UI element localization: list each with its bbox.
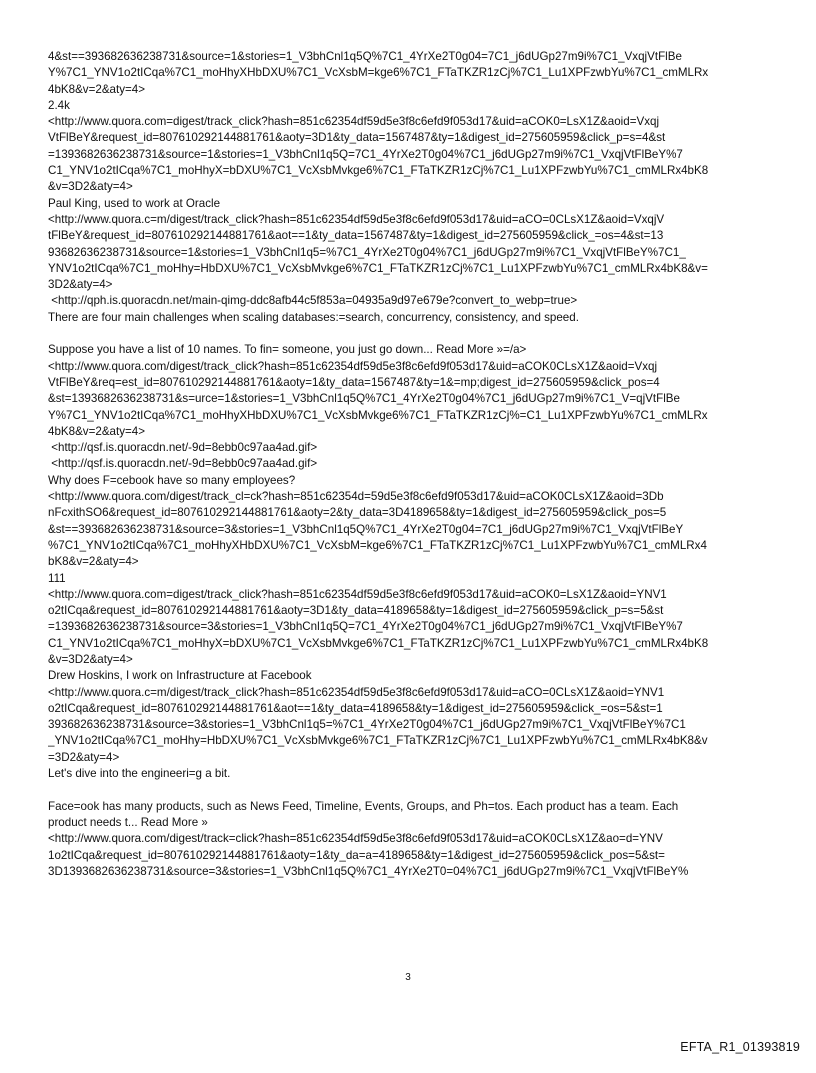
text-line: o2tICqa&request_id=807610292144881761&aot==1&ty_data=4189658&ty=1&digest_id=275605959&click_=os=5&st=1 (48, 701, 663, 715)
text-line: 3D2&aty=4> (48, 278, 113, 292)
text-line: <http://www.quora.com=digest/track_click?hash=851c62354df59d5e3f8c6efd9f053d17&uid=aCOK0=LsX1Z&aoid=Vxqj (48, 115, 660, 129)
text-line: Drew Hoskins, I work on Infrastructure at Facebook (48, 669, 312, 683)
text-line: 393682636238731&source=3&stories=1_V3bhCnl1q5=%7C1_4YrXe2T0g04%7C1_j6dUGp27m9i%7C1_VxqjVtFlBeY%7C1 (48, 718, 686, 732)
text-line: tFlBeY&request_id=807610292144881761&aot==1&ty_data=1567487&ty=1&digest_id=275605959&click_=os=4&st=13 (48, 229, 664, 243)
text-line: bK8&v=2&aty=4> (48, 555, 139, 569)
text-line: 4bK8&v=2&aty=4> (48, 82, 146, 96)
document-id-stamp: EFTA_R1_01393819 (680, 1040, 800, 1054)
text-line: 2.4k (48, 98, 70, 112)
text-line: VtFlBeY&req=est_id=807610292144881761&aoty=1&ty_data=1567487&ty=1&=mp;digest_id=275605959&click_pos=4 (48, 375, 660, 389)
text-line: 93682636238731&source=1&stories=1_V3bhCnl1q5=%7C1_4YrXe2T0g04%7C1_j6dUGp27m9i%7C1_VxqjVtFlBeY%7C1_ (48, 245, 686, 259)
text-line: <http://www.quora.com/digest/track=click?hash=851c62354df59d5e3f8c6efd9f053d17&uid=aCOK0CLsX1Z&ao=d=YNV (48, 832, 663, 846)
text-line: <http://qph.is.quoracdn.net/main-qimg-ddc8afb44c5f853a=04935a9d97e679e?convert_to_webp=true> (48, 294, 578, 308)
text-line: YNV1o2tICqa%7C1_moHhy=HbDXU%7C1_VcXsbMvkge6%7C1_FTaTKZR1zCj%7C1_Lu1XPFzwbYu%7C1_cmMLRx4bK8&v= (48, 261, 708, 275)
text-line: C1_YNV1o2tICqa%7C1_moHhyX=bDXU%7C1_VcXsbMvkge6%7C1_FTaTKZR1zCj%7C1_Lu1XPFzwbYu%7C1_cmMLRx4bK8 (48, 636, 709, 650)
text-line: <http://www.quora.com=digest/track_click?hash=851c62354df59d5e3f8c6efd9f053d17&uid=aCOK0=LsX1Z&aoid=YNV1 (48, 587, 667, 601)
text-line: &v=3D2&aty=4> (48, 652, 133, 666)
text-line: Paul King, used to work at Oracle (48, 196, 221, 210)
text-line: product needs t... Read More » (48, 815, 208, 829)
text-line: &v=3D2&aty=4> (48, 180, 133, 194)
document-body (48, 49, 778, 880)
text-line: =3D2&aty=4> (48, 750, 120, 764)
text-line: =1393682636238731&source=1&stories=1_V3bhCnl1q5Q=7C1_4YrXe2T0g04%7C1_j6dUGp27m9i%7C1_VxqjVtFlBeY%7 (48, 147, 683, 161)
text-line: 4&st==393682636238731&source=1&stories=1_V3bhCnl1q5Q%7C1_4YrXe2T0g04=7C1_j6dUGp27m9i%7C1_VxqjVtFlBe (48, 50, 682, 63)
text-line: %7C1_YNV1o2tICqa%7C1_moHhyXHbDXU%7C1_VcXsbM=kge6%7C1_FTaTKZR1zCj%7C1_Lu1XPFzwbYu%7C1_cmMLRx4 (48, 538, 707, 552)
text-line: 111 (48, 571, 66, 585)
text-line: _YNV1o2tICqa%7C1_moHhy=HbDXU%7C1_VcXsbMvkge6%7C1_FTaTKZR1zCj%7C1_Lu1XPFzwbYu%7C1_cmMLRx4bK8&v (48, 734, 708, 748)
text-line: <http://www.quora.com/digest/track_cl=ck?hash=851c62354d=59d5e3f8c6efd9f053d17&uid=aCOK0CLsX1Z&aoid=3Db (48, 490, 664, 504)
text-line: Y%7C1_YNV1o2tICqa%7C1_moHhyXHbDXU%7C1_VcXsbM=kge6%7C1_FTaTKZR1zCj%7C1_Lu1XPFzwbYu%7C1_cmMLRx (48, 66, 709, 80)
text-line: <http://qsf.is.quoracdn.net/-9d=8ebb0c97aa4ad.gif> (48, 457, 318, 471)
text-line: o2tICqa&request_id=807610292144881761&aoty=3D1&ty_data=4189658&ty=1&digest_id=275605959&click_p=s=5&st (48, 604, 664, 618)
text-line: 4bK8&v=2&aty=4> (48, 424, 146, 438)
text-line: C1_YNV1o2tICqa%7C1_moHhyX=bDXU%7C1_VcXsbMvkge6%7C1_FTaTKZR1zCj%7C1_Lu1XPFzwbYu%7C1_cmMLRx4bK8 (48, 164, 709, 178)
text-line: 1o2tICqa&request_id=807610292144881761&aoty=1&ty_da=a=4189658&ty=1&digest_id=275605959&click_pos=5&st= (48, 848, 665, 862)
text-line: Why does F=cebook have so many employees? (48, 473, 296, 487)
text-line: &st==393682636238731&source=3&stories=1_V3bhCnl1q5Q%7C1_4YrXe2T0g04=7C1_j6dUGp27m9i%7C1_VxqjVtFlBeY (48, 522, 684, 536)
text-line: Y%7C1_YNV1o2tICqa%7C1_moHhyXHbDXU%7C1_VcXsbMvkge6%7C1_FTaTKZR1zCj%=C1_Lu1XPFzwbYu%7C1_cmMLRx (48, 408, 708, 422)
text-line: nFcxithSO6&request_id=807610292144881761&aoty=2&ty_data=3D4189658&ty=1&digest_id=275605959&click_pos=5 (48, 506, 667, 520)
blank-line (48, 326, 778, 342)
text-line: <http://qsf.is.quoracdn.net/-9d=8ebb0c97aa4ad.gif> (48, 441, 318, 455)
text-line: Let's dive into the engineeri=g a bit. (48, 767, 231, 781)
text-line: &st=1393682636238731&s=urce=1&stories=1_V3bhCnl1q5Q%7C1_4YrXe2T0g04%7C1_j6dUGp27m9i%7C1_V=qjVtFlBe (48, 392, 680, 406)
text-line: =1393682636238731&source=3&stories=1_V3bhCnl1q5Q=7C1_4YrXe2T0g04%7C1_j6dUGp27m9i%7C1_VxqjVtFlBeY%7 (48, 620, 683, 634)
blank-line (48, 782, 778, 798)
text-line: VtFlBeY&request_id=807610292144881761&aoty=3D1&ty_data=1567487&ty=1&digest_id=275605959&click_p=s=4&st (48, 131, 666, 145)
text-line: There are four main challenges when scaling databases:=search, concurrency, consistency, and speed. (48, 310, 579, 324)
text-line: 3D1393682636238731&source=3&stories=1_V3bhCnl1q5Q%7C1_4YrXe2T0=04%7C1_j6dUGp27m9i%7C1_VxqjVtFlBeY% (48, 864, 689, 878)
text-line: <http://www.quora.c=m/digest/track_click?hash=851c62354df59d5e3f8c6efd9f053d17&uid=aCO=0CLsX1Z&aoid=YNV1 (48, 685, 665, 699)
text-line: Face=ook has many products, such as News Feed, Timeline, Events, Groups, and Ph=tos. Each product has a team. Each (48, 799, 679, 813)
text-line: <http://www.quora.c=m/digest/track_click?hash=851c62354df59d5e3f8c6efd9f053d17&uid=aCO=0CLsX1Z&aoid=VxqjV (48, 212, 665, 226)
text-line: <http://www.quora.com/digest/track_click?hash=851c62354df59d5e3f8c6efd9f053d17&uid=aCOK0CLsX1Z&aoid=Vxqj (48, 359, 658, 373)
page-number: 3 (405, 972, 411, 983)
text-line: Suppose you have a list of 10 names. To fin= someone, you just go down... Read More »=/a> (48, 343, 527, 357)
